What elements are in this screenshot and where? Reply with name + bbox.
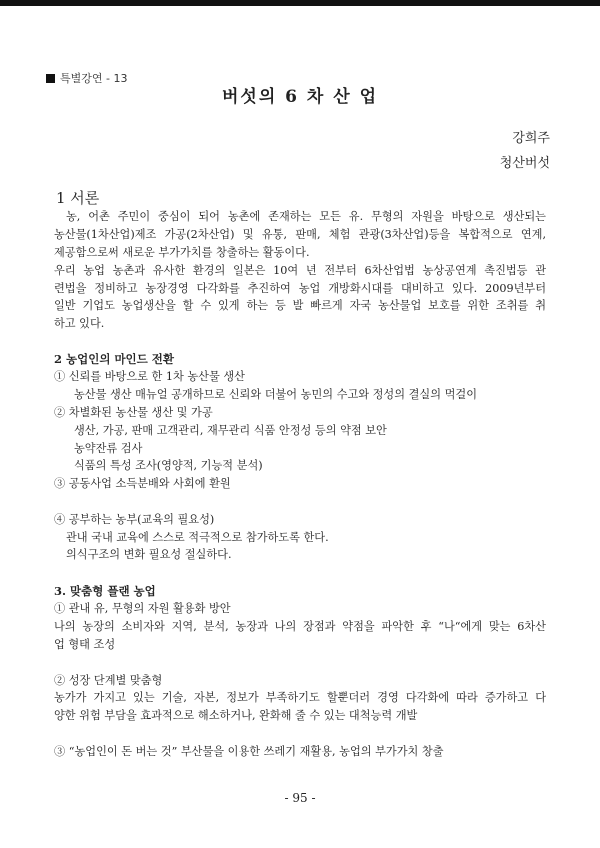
list-item-detail: 업 형태 조성 bbox=[54, 638, 116, 651]
list-item: ② 차별화된 농산물 생산 및 가공 bbox=[54, 406, 213, 419]
page-title: 버섯의 6 차 산 업 bbox=[221, 87, 379, 107]
list-item: ② 성장 단계별 맞춤형 bbox=[54, 674, 163, 687]
top-border bbox=[0, 0, 600, 6]
list-item: ① 관내 유, 무형의 자원 활용화 방안 bbox=[54, 602, 231, 615]
paragraph-line: 제공함으로써 새로운 부가가치를 창출하는 활동이다. bbox=[54, 246, 310, 259]
section3-heading: 3. 맞춤형 플랜 농업 bbox=[54, 584, 156, 598]
paragraph-line: 농, 어촌 주민이 중심이 되어 농촌에 존재하는 모든 유. 무형의 자원을 바탕으로 생산되는 bbox=[66, 210, 546, 223]
list-item-detail: 양한 위험 부담을 효과적으로 해소하거나, 완화해 줄 수 있는 대척능력 개발 bbox=[54, 709, 418, 722]
paragraph-line: 하고 있다. bbox=[54, 317, 105, 330]
list-item-detail: 농약잔류 검사 bbox=[74, 442, 143, 455]
list-item-detail: 나의 농장의 소비자와 지역, 분석, 농장과 나의 장점과 약점을 파악한 후 “나“에게 맞는 6차산 bbox=[54, 620, 546, 633]
list-item-detail: 관내 국내 교육에 스스로 적극적으로 참가하도록 한다. bbox=[66, 531, 329, 544]
list-item: ③ “농업인이 돈 버는 것” 부산물을 이용한 쓰레기 재활용, 농업의 부가가치 창출 bbox=[54, 745, 444, 758]
paragraph-line: 련법을 정비하고 농장경영 다각화를 추진하여 농업 개방화시대를 대비하고 있다. 2009년부터 bbox=[54, 282, 546, 295]
list-item: ④ 공부하는 농부(교육의 필요성) bbox=[54, 513, 215, 526]
list-item-detail: 의식구조의 변화 필요성 절실하다. bbox=[66, 548, 232, 561]
series-label-text: 특별강연 - 13 bbox=[60, 72, 128, 85]
list-item: ③ 공동사업 소득분배와 사회에 환원 bbox=[54, 477, 231, 490]
paragraph-line: 농산물(1차산업)제조 가공(2차산업) 및 유통, 판매, 체험 관광(3차산업)등을 복합적으로 연계, bbox=[54, 228, 546, 241]
section1-heading: 1 서론 bbox=[56, 189, 100, 207]
paragraph-line: 우리 농업 농촌과 유사한 환경의 일본은 10여 년 전부터 6차산업법 농상공연계 촉진법등 관 bbox=[54, 264, 546, 277]
list-item-detail: 생산, 가공, 판매 고객관리, 재무관리 식품 안정성 등의 약점 보안 bbox=[74, 424, 387, 437]
section2-heading: 2 농업인의 마인드 전환 bbox=[54, 352, 174, 366]
list-item-detail: 농가가 가지고 있는 기술, 자본, 정보가 부족하기도 할뿐더러 경영 다각화에 따라 증가하고 다 bbox=[54, 691, 546, 704]
paragraph-line: 일반 기업도 농업생산을 할 수 있게 하는 등 발 빠르게 자국 농산물업 보호를 위한 조취를 취 bbox=[54, 299, 546, 312]
list-item: ① 신뢰를 바탕으로 한 1차 농산물 생산 bbox=[54, 370, 245, 383]
author-affiliation: 청산버섯 bbox=[499, 156, 550, 171]
page-number: - 95 - bbox=[284, 791, 316, 805]
list-item-detail: 식품의 특성 조사(영양적, 기능적 분석) bbox=[74, 459, 263, 472]
author-name: 강희주 bbox=[512, 131, 550, 146]
list-item-detail: 농산물 생산 매뉴얼 공개하므로 신뢰와 더불어 농민의 수고와 정성의 결실의 먹걸이 bbox=[74, 388, 478, 401]
